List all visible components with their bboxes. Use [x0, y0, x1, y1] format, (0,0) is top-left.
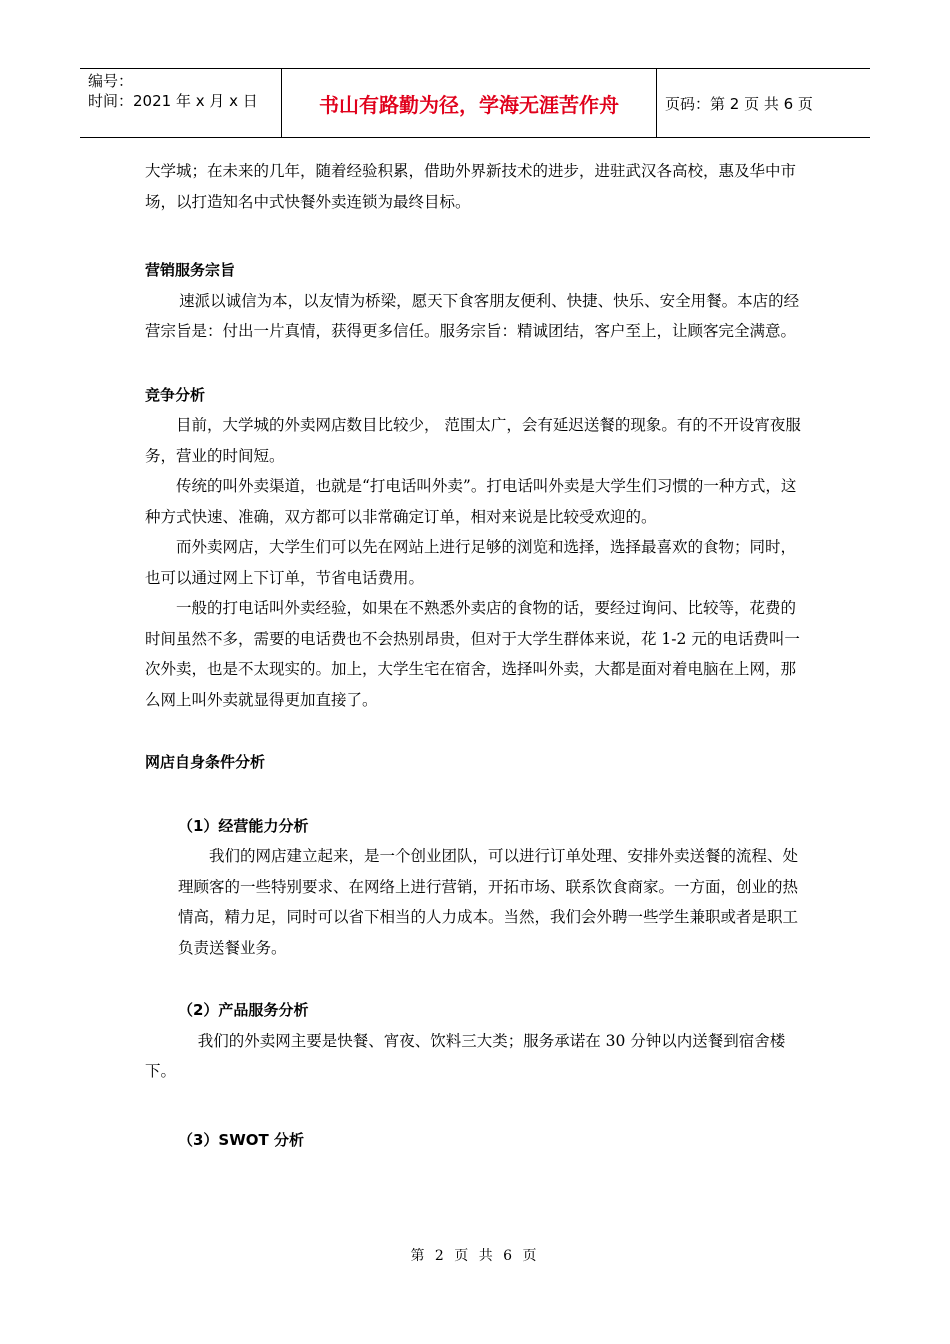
header-motto: 书山有路勤为径，学海无涯苦作舟 [282, 69, 657, 137]
competition-paragraph-3: 而外卖网店，大学生们可以先在网站上进行足够的浏览和选择，选择最喜欢的食物；同时，也可以通过网上下订单，节省电话费用。 [145, 538, 797, 587]
operating-ability-paragraph: 我们的网店建立起来，是一个创业团队，可以进行订单处理、安排外卖送餐的流程、处理顾客的一些特别要求、在网络上进行营销，开拓市场、联系饮食商家。一方面，创业的热情高，精力足，同时可以省下相当的人力成本。当然，我们会外聘一些学生兼职或者是职工负责送餐业务。 [178, 847, 799, 957]
time-label: 时间：2021 年 x 月 x 日 [88, 92, 258, 110]
product-service-paragraph: 我们的外卖网主要是快餐、宵夜、饮料三大类；服务承诺在 30 分钟以内送餐到宿舍楼下。 [145, 1031, 786, 1080]
competition-heading: 竞争分析 [145, 385, 206, 404]
competition-paragraph-2: 传统的叫外卖渠道，也就是“打电话叫外卖”。打电话叫外卖是大学生们习惯的一种方式，这种方式快速、准确，双方都可以非常确定订单，相对来说是比较受欢迎的。 [145, 477, 797, 526]
swot-heading: （3）SWOT 分析 [178, 1130, 304, 1149]
header-meta [80, 69, 282, 137]
competition-paragraph-4: 一般的打电话叫外卖经验，如果在不熟悉外卖店的食物的话，要经过询问、比较等，花费的时间虽然不多，需要的电话费也不会热别昂贵，但对于大学生群体来说，花 1-2 元的电话费叫一次外卖，也是不太现实的。加上，大学生宅在宿舍，选择叫外卖，大都是面对着电脑在上网，那么网上叫外卖就显得更加直接了。 [145, 599, 800, 709]
number-label: 编号： [88, 72, 134, 90]
page-footer: 第 2 页 共 6 页 [410, 1248, 540, 1264]
intro-paragraph: 大学城；在未来的几年，随着经验积累，借助外界新技术的进步，进驻武汉各高校，惠及华中市场，以打造知名中式快餐外卖连锁为最终目标。 [145, 162, 797, 211]
header-page-label: 页码：第 2 页 共 6 页 [665, 94, 813, 113]
competition-paragraph-1: 目前，大学城的外卖网店数目比较少， 范围太广，会有延迟送餐的现象。有的不开设宵夜服务，营业的时间短。 [145, 416, 801, 465]
self-analysis-heading: 网店自身条件分析 [145, 753, 266, 771]
document-body [145, 156, 810, 1155]
marketing-heading: 营销服务宗旨 [145, 261, 236, 279]
operating-ability-heading: （1）经营能力分析 [178, 816, 309, 835]
document-header [80, 68, 870, 138]
marketing-paragraph: 速派以诚信为本，以友情为桥梁，愿天下食客朋友便利、快捷、快乐、安全用餐。本店的经营宗旨是：付出一片真情，获得更多信任。服务宗旨：精诚团结，客户至上，让顾客完全满意。 [145, 291, 800, 340]
product-service-heading: （2）产品服务分析 [178, 1001, 309, 1019]
